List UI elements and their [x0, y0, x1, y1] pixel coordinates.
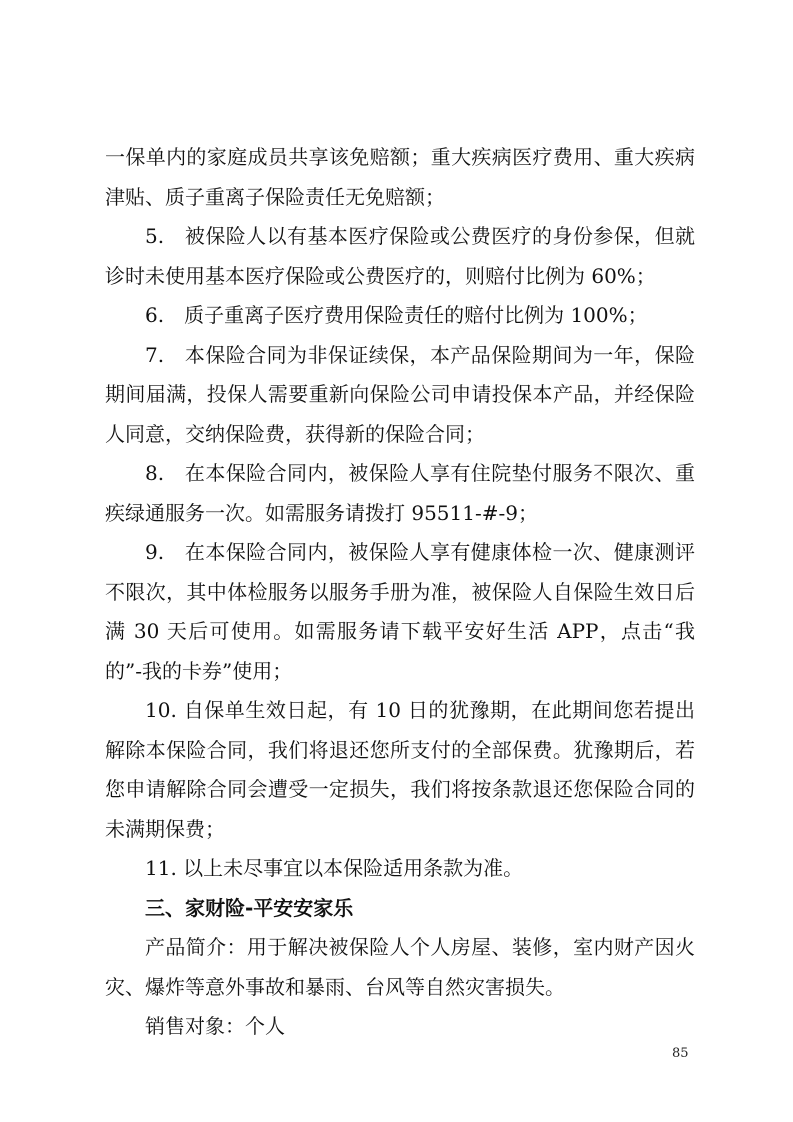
list-item-7: 7. 本保险合同为非保证续保，本产品保险期间为一年，保险期间届满，投保人需要重新向保险公司申请投保本产品，并经保险人同意，交纳保险费，获得新的保险合同；: [105, 342, 695, 446]
list-item-11: 11. 以上未尽事宜以本保险适用条款为准。: [145, 856, 524, 880]
list-item-5: 5. 被保险人以有基本医疗保险或公费医疗的身份参保，但就诊时未使用基本医疗保险或公费医疗的，则赔付比例为 60%；: [105, 224, 695, 288]
list-item-10: 10. 自保单生效日起，有 10 日的犹豫期，在此期间您若提出解除本保险合同，我们将退还您所支付的全部保费。犹豫期后，若您申请解除合同会遭受一定损失，我们将按条款退还您保险合同的未满期保费；: [105, 698, 695, 841]
product-intro: 产品简介：用于解决被保险人个人房屋、装修，室内财产因火灾、爆炸等意外事故和暴雨、台风等自然灾害损失。: [105, 935, 695, 999]
sales-target: 销售对象：个人: [145, 1014, 285, 1038]
page-number: 85: [672, 1046, 689, 1061]
list-item-9: 9. 在本保险合同内，被保险人享有健康体检一次、健康测评不限次，其中体检服务以服务手册为准，被保险人自保险生效日后满 30 天后可使用。如需服务请下载平安好生活 APP，点击“我的”-我的卡券”使用；: [105, 540, 695, 683]
section-heading: 三、家财险-平安安家乐: [145, 895, 354, 920]
list-item-8: 8. 在本保险合同内，被保险人享有住院垫付服务不限次、重疾绿通服务一次。如需服务请拨打 95511-#-9；: [105, 461, 695, 525]
paragraph-continuation: 一保单内的家庭成员共享该免赔额；重大疾病医疗费用、重大疾病津贴、质子重离子保险责任无免赔额；: [105, 145, 695, 209]
document-body: [105, 138, 695, 1047]
list-item-6: 6. 质子重离子医疗费用保险责任的赔付比例为 100%；: [145, 303, 648, 327]
